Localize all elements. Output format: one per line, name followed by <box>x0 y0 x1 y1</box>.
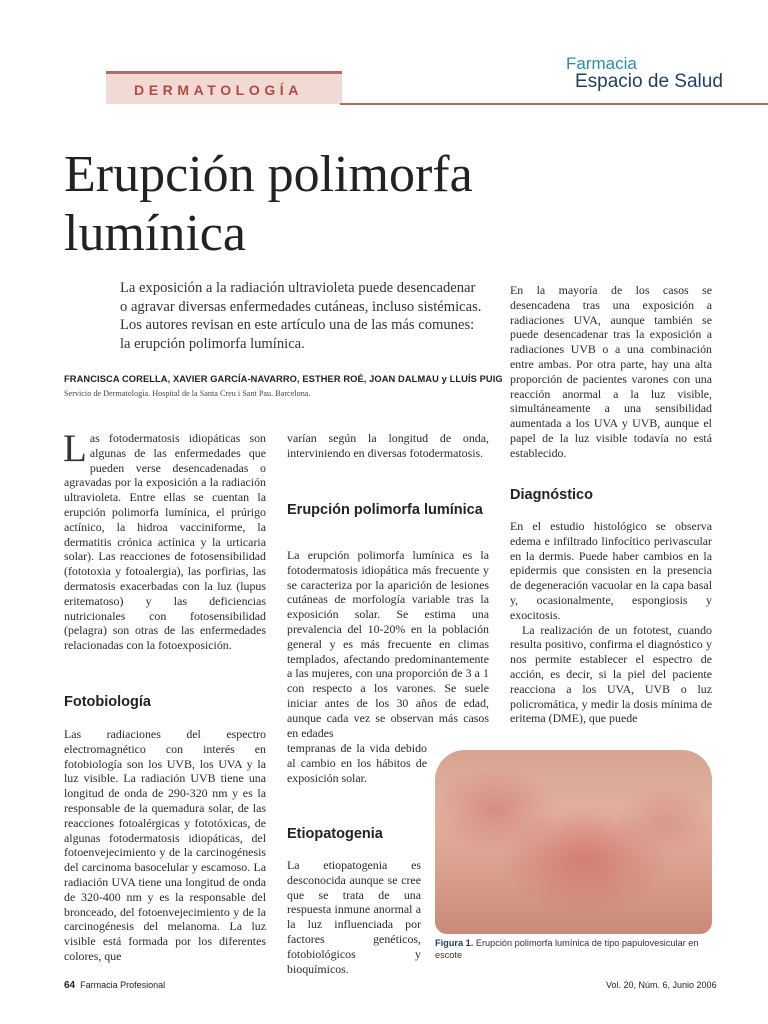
figure-1-photo <box>435 750 712 934</box>
erupcion-paragraph: La erupción polimorfa lumínica es la fotodermatosis idiopática más frecuente y se caracteriza por la aparición de lesiones cutáneas de morfología variable tras la exposición solar. Se estima una prevalencia del 10-20% en la población general y es más frecuente en climas templados, afectando predominantemente a las mujeres, con una proporción de 3 a 1 con respecto a los varones. Se suele iniciar antes de los 30 años de edad, aunque cada vez se observan más casos en edades <box>287 548 489 740</box>
abstract: La exposición a la radiación ultravioleta puede desencadenar o agravar diversas enfermedades cutáneas, incluso sistémicas. Los autores revisan en este artículo una de las más comunes: la erupción polimorfa lumínica. <box>120 280 482 352</box>
figure-caption <box>435 938 720 961</box>
authors: FRANCISCA CORELLA, XAVIER GARCÍA-NAVARRO, ESTHER ROÉ, JOAN DALMAU y LLUÍS PUIG <box>64 374 503 384</box>
figure-label: Figura 1. <box>435 938 474 948</box>
heading-fotobiologia: Fotobiología <box>64 694 151 710</box>
affiliation: Servicio de Dermatología. Hospital de la Santa Creu i Sant Pau. Barcelona. <box>64 389 311 398</box>
heading-etiopatogenia: Etiopatogenia <box>287 826 383 842</box>
erupcion-paragraph-tail: tempranas de la vida debido al cambio en los hábitos de exposición solar. <box>287 741 427 785</box>
footer-volume: Vol. 20, Núm. 6, Junio 2006 <box>606 980 717 990</box>
footer-left <box>64 980 165 991</box>
intro-text: as fotodermatosis idiopáticas son algunas de las enfermedades que pueden verse desencadenadas o agravadas por la exposición a la radiación ultravioleta. Entre ellas se cuentan la erupción polimorfa lumínica, el prúrigo actínico, la hidroa vacciniforme, la dermatitis crónica actínica y la urticaria solar). Las reacciones de fotosensibilidad (fototoxia y fotoalergia), las porfirias, las dermatosis exacerbadas con la luz (lupus eritematoso) y las deficiencias nutricionales con fotosensibilidad (pelagra) son otras de las enfermedades relacionadas con la fotoexposición. <box>64 431 266 653</box>
fotobiologia-paragraph: Las radiaciones del espectro electromagnético con interés en fotobiología son los UVB, los UVA y la luz visible. La radiación UVB tiene una longitud de onda de 290-320 nm y es la responsable de la quemadura solar, de las reacciones fotoalérgicas y fototóxicas, de algunas fotodermatosis idiopáticas, del fotoenvejecimiento y de la carcinogénesis del carcinoma basocelular y escamoso. La radiación UVA tiene una longitud de onda de 320-400 nm y es la responsable del bronceado, del fotoenvejecimiento y de la carcinogénesis del melanoma. La luz visible está formada por los diferentes colores, que <box>64 727 266 963</box>
col3-paragraph: En la mayoría de los casos se desencadena tras una exposición a radiaciones UVA, aunque también se puede desencadenar tras la exposición a radiaciones UVB o a una combinación entre ambas. Por otra parte, hay una alta proporción de pacientes varones con una reacción anormal a la luz visible, simultáneamente a una sensibilidad aumentada a los UVA y UVB, aunque el papel de la luz visible todavía no está establecido. <box>510 283 712 460</box>
col2-continuation: varían según la longitud de onda, interviniendo en diversas fotodermatosis. <box>287 431 489 460</box>
title-line-1: Erupción polimorfa <box>64 146 473 203</box>
header-rule <box>340 103 768 105</box>
drop-cap: L <box>63 427 87 470</box>
diagnostico-paragraph-2: La realización de un fototest, cuando resulta positivo, confirma el diagnóstico y nos permite establecer el espectro de acción, es decir, si la piel del paciente reacciona a los UVA, UVB o luz policromática, y medir la dosis mínima de eritema (DME), que puede <box>510 622 712 726</box>
figure-caption-text: Erupción polimorfa lumínica de tipo papulovesicular en escote <box>435 938 699 960</box>
article-title <box>64 145 664 263</box>
heading-erupcion: Erupción polimorfa lumínica <box>287 502 483 518</box>
section-label: DERMATOLOGÍA <box>134 82 304 98</box>
heading-diagnostico: Diagnóstico <box>510 487 593 503</box>
journal-name-top: Farmacia <box>566 54 637 73</box>
intro-paragraph <box>63 427 266 653</box>
journal-name-bottom: Espacio de Salud <box>575 71 723 92</box>
footer-journal: Farmacia Profesional <box>80 980 166 990</box>
page-number: 64 <box>64 980 76 991</box>
etiopatogenia-paragraph: La etiopatogenia es desconocida aunque se cree que se trata de una respuesta inmune anormal a la luz influenciada por factores genéticos, fotobiológicos y bioquímicos. <box>287 858 421 976</box>
diagnostico-section <box>510 519 712 726</box>
title-line-2: lumínica <box>64 205 246 262</box>
diagnostico-paragraph-1: En el estudio histológico se observa edema e infiltrado linfocítico perivascular en la dermis. Puede haber cambios en la epidermis que consisten en la presencia de degeneración vacuolar en la capa basal y, ocasionalmente, espongiosis y exocitosis. <box>510 519 712 622</box>
